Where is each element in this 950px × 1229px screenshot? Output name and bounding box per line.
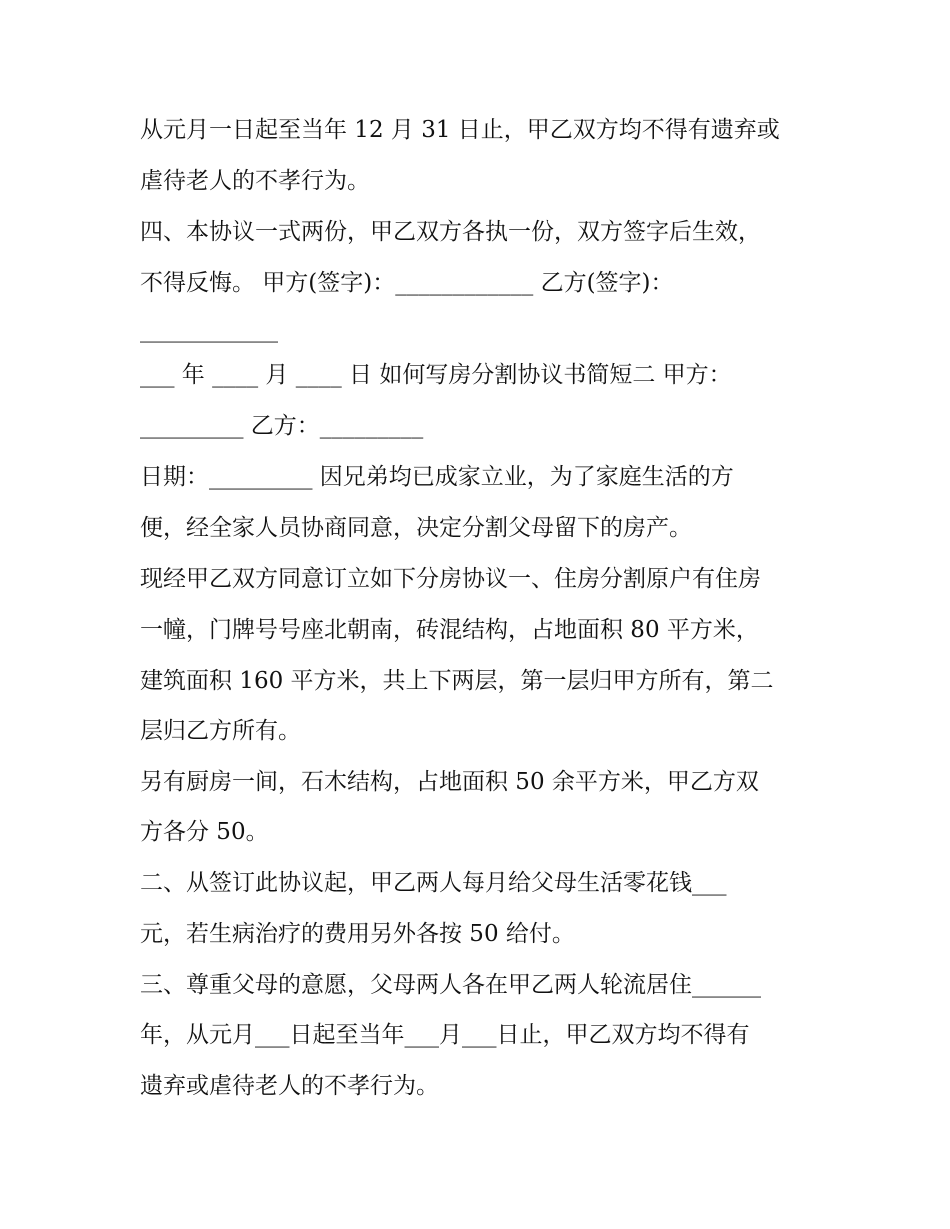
text-line: 另有厨房一间，石木结构，占地面积 50 余平方米，甲乙方双: [140, 769, 759, 795]
text-line: 日期：_________ 因兄弟均已成家立业，为了家庭生活的方: [140, 464, 734, 490]
text-line: 年，从元月___日起至当年___月___日止，甲乙双方均不得有: [140, 1022, 750, 1048]
text-line: 方各分 50。: [140, 819, 269, 845]
text-line: 现经甲乙双方同意订立如下分房协议一、住房分割原户有住房: [140, 566, 761, 592]
text-line: 从元月一日起至当年 12 月 31 日止，甲乙双方均不得有遗弃或: [140, 117, 780, 143]
text-line: _________ 乙方：_________: [140, 413, 424, 439]
text-line: 三、尊重父母的意愿，父母两人各在甲乙两人轮流居住______: [140, 972, 761, 998]
text-line: 一幢，门牌号号座北朝南，砖混结构，占地面积 80 平方米，: [140, 617, 759, 643]
text-line: 二、从签订此协议起，甲乙两人每月给父母生活零花钱___: [140, 870, 727, 896]
text-line: ___ 年 ____ 月 ____ 日 如何写房分割协议书简短二 甲方：: [140, 362, 732, 388]
text-line: 四、本协议一式两份，甲乙双方各执一份，双方签字后生效，: [140, 219, 761, 245]
text-line: 不得反悔。 甲方(签字)：____________ 乙方(签字)：: [140, 270, 674, 296]
text-line: ____________: [140, 317, 278, 343]
text-line: 虐待老人的不孝行为。: [140, 168, 370, 194]
text-line: 层归乙方所有。: [140, 718, 301, 744]
text-line: 遗弃或虐待老人的不孝行为。: [140, 1073, 439, 1099]
text-line: 建筑面积 160 平方米，共上下两层，第一层归甲方所有，第二: [140, 668, 774, 694]
text-line: 便，经全家人员协商同意，决定分割父母留下的房产。: [140, 515, 692, 541]
text-line: 元，若生病治疗的费用另外各按 50 给付。: [140, 921, 575, 947]
